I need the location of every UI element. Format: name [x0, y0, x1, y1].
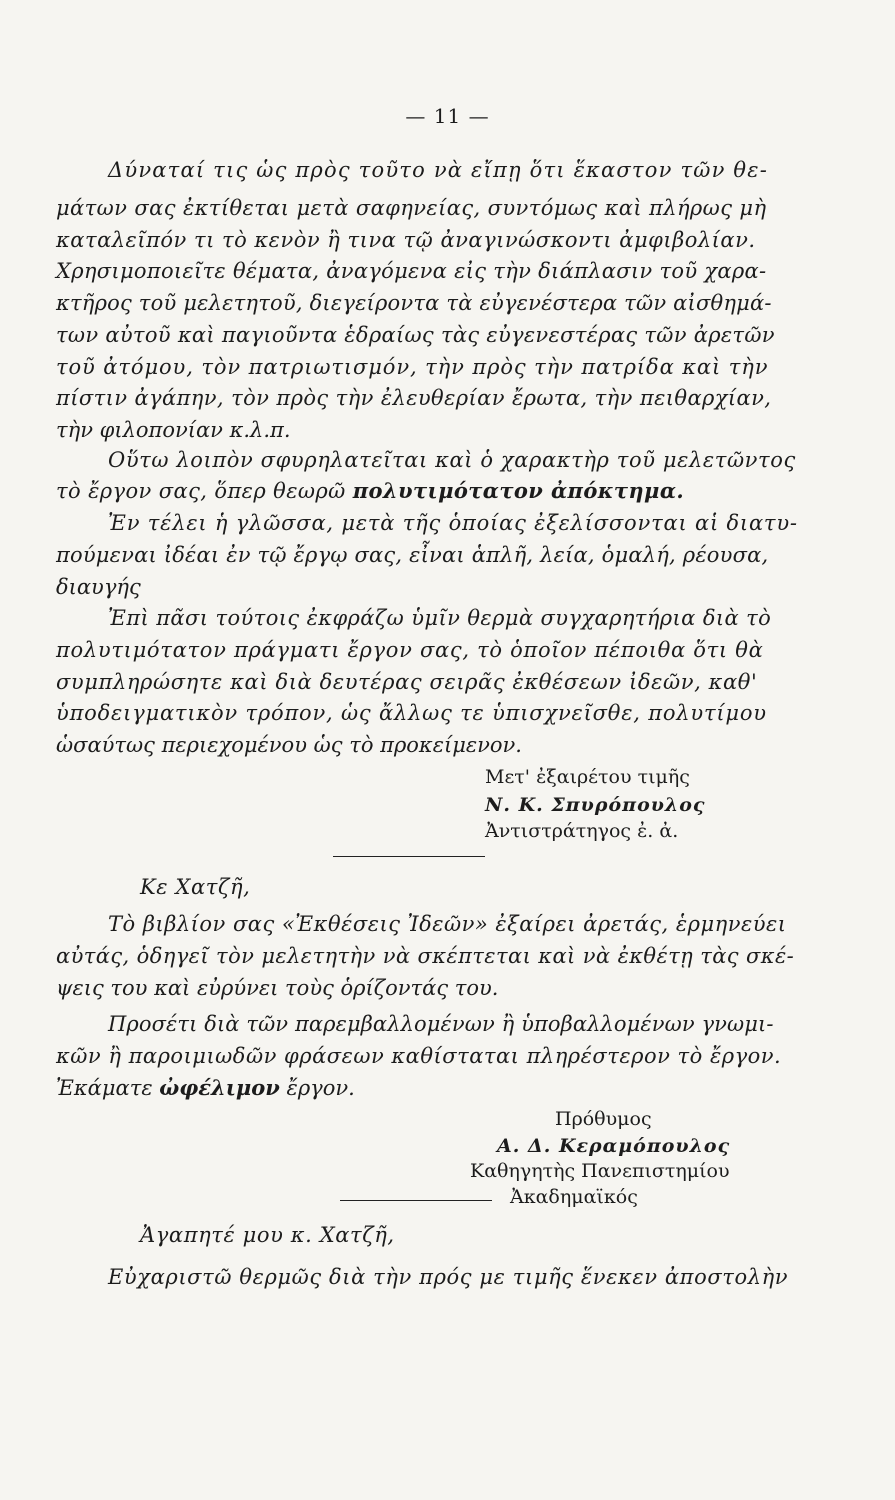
letter1-line-7: τοῦ ἀτόμου, τὸν πατριωτισμόν, τὴν πρὸς τὴν πατρίδα καὶ τὴν	[56, 355, 769, 379]
letter1-signature: Ν. Κ. Σπυρόπουλος	[485, 794, 706, 816]
letter1-line-4: Χρησιμοποιεῖτε θέματα, ἀναγόμενα εἰς τὴν διάπλασιν τοῦ χαρα-	[56, 259, 767, 283]
divider-2	[340, 1200, 492, 1201]
letter2-line-2: αὐτάς, ὁδηγεῖ τὸν μελετητὴν νὰ σκέπτεται καὶ νὰ ἐκθέτῃ τὰς σκέ-	[56, 944, 795, 968]
letter2-signature: Α. Δ. Κεραμόπουλος	[497, 1135, 731, 1157]
letter2-line-6	[56, 1074, 355, 1102]
letter1-title: Ἀντιστράτηγος ἐ. ἀ.	[485, 820, 679, 842]
letter2-salutation: Κε Χατζῆ,	[140, 875, 251, 899]
letter1-line-1: Δύναταί τις ὡς πρὸς τοῦτο νὰ εἴπῃ ὅτι ἕκαστον τῶν θε-	[108, 158, 769, 182]
letter2-title-2: Ἀκαδημαϊκός	[510, 1186, 638, 1208]
letter3-salutation: Ἀγαπητέ μου κ. Χατζῆ,	[140, 1223, 395, 1247]
letter2-title-1: Καθηγητὴς Πανεπιστημίου	[470, 1160, 730, 1182]
letter2-line-3: ψεις του καὶ εὐρύνει τοὺς ὁρίζοντάς του.	[56, 976, 499, 1000]
letter1-line-16: πολυτιμότατον πράγματι ἔργον σας, τὸ ὁποῖον πέποιθα ὅτι θὰ	[56, 638, 764, 662]
letter3-line-1: Εὐχαριστῶ θερμῶς διὰ τὴν πρός με τιμῆς ἕνεκεν ἀποστολὴν	[108, 1265, 789, 1289]
letter1-line-19: ὡσαύτως περιεχομένου ὡς τὸ προκείμενον.	[56, 733, 522, 757]
letter1-line-13: πούμεναι ἰδέαι ἐν τῷ ἔργῳ σας, εἶναι ἁπλῆ, λεία, ὁμαλή, ρέουσα,	[56, 543, 769, 567]
letter1-line-6: των αὐτοῦ καὶ παγιοῦντα ἑδραίως τὰς εὐγενεστέρας τῶν ἀρετῶν	[56, 323, 775, 347]
letter1-emphasis: πολυτιμότατον ἀπόκτημα.	[352, 478, 685, 503]
letter1-line-12: Ἐν τέλει ἡ γλῶσσα, μετὰ τῆς ὁποίας ἐξελίσσονται αἱ διατυ-	[108, 511, 798, 535]
letter1-line-18: ὑποδειγματικὸν τρόπον, ὡς ἄλλως τε ὑπισχνεῖσθε, πολυτίμου	[56, 701, 767, 725]
letter1-line-2: μάτων σας ἐκτίθεται μετὰ σαφηνείας, συντόμως καὶ πλήρως μὴ	[56, 196, 767, 220]
letter1-line-3: καταλεῖπόν τι τὸ κενὸν ἢ τινα τῷ ἀναγινώσκοντι ἀμφιβολίαν.	[56, 228, 756, 252]
letter1-line-11-text: τὸ ἔργον σας, ὅπερ θεωρῶ	[56, 479, 353, 503]
letter1-line-10: Οὕτω λοιπὸν σφυρηλατεῖται καὶ ὁ χαρακτὴρ τοῦ μελετῶντος	[108, 448, 796, 472]
letter1-line-15: Ἐπὶ πᾶσι τούτοις ἐκφράζω ὑμῖν θερμὰ συγχαρητήρια διὰ τὸ	[108, 606, 772, 630]
letter1-line-11	[56, 477, 684, 505]
letter2-line-4: Προσέτι διὰ τῶν παρεμβαλλομένων ἢ ὑποβαλλομένων γνωμι-	[108, 1012, 774, 1036]
letter1-closing: Μετ' ἐξαιρέτου τιμῆς	[485, 766, 690, 788]
letter2-line-5: κῶν ἢ παροιμιωδῶν φράσεων καθίσταται πληρέστερον τὸ ἔργον.	[56, 1044, 782, 1068]
letter2-emphasis: ὠφέλιμον	[159, 1075, 280, 1100]
letter1-line-5: κτῆρος τοῦ μελετητοῦ, διεγείροντα τὰ εὐγενέστερα τῶν αἰσθημά-	[56, 291, 772, 315]
letter1-line-9: τὴν φιλοπονίαν κ.λ.π.	[56, 418, 291, 442]
page-number: — 11 —	[405, 104, 490, 128]
letter2-line-6-post: ἔργον.	[279, 1076, 355, 1100]
letter1-line-14: διαυγής	[56, 575, 141, 599]
letter1-line-17: συμπληρώσητε καὶ διὰ δευτέρας σειρᾶς ἐκθέσεων ἰδεῶν, καθ'	[56, 670, 758, 694]
letter2-line-6-pre: Ἐκάματε	[56, 1076, 160, 1100]
letter2-line-1: Τὸ βιβλίον σας «Ἐκθέσεις Ἰδεῶν» ἐξαίρει ἀρετάς, ἑρμηνεύει	[108, 912, 787, 936]
letter2-closing: Πρόθυμος	[555, 1108, 652, 1130]
letter1-line-8: πίστιν ἀγάπην, τὸν πρὸς τὴν ἐλευθερίαν ἔρωτα, τὴν πειθαρχίαν,	[56, 386, 772, 410]
divider-1	[333, 856, 485, 857]
